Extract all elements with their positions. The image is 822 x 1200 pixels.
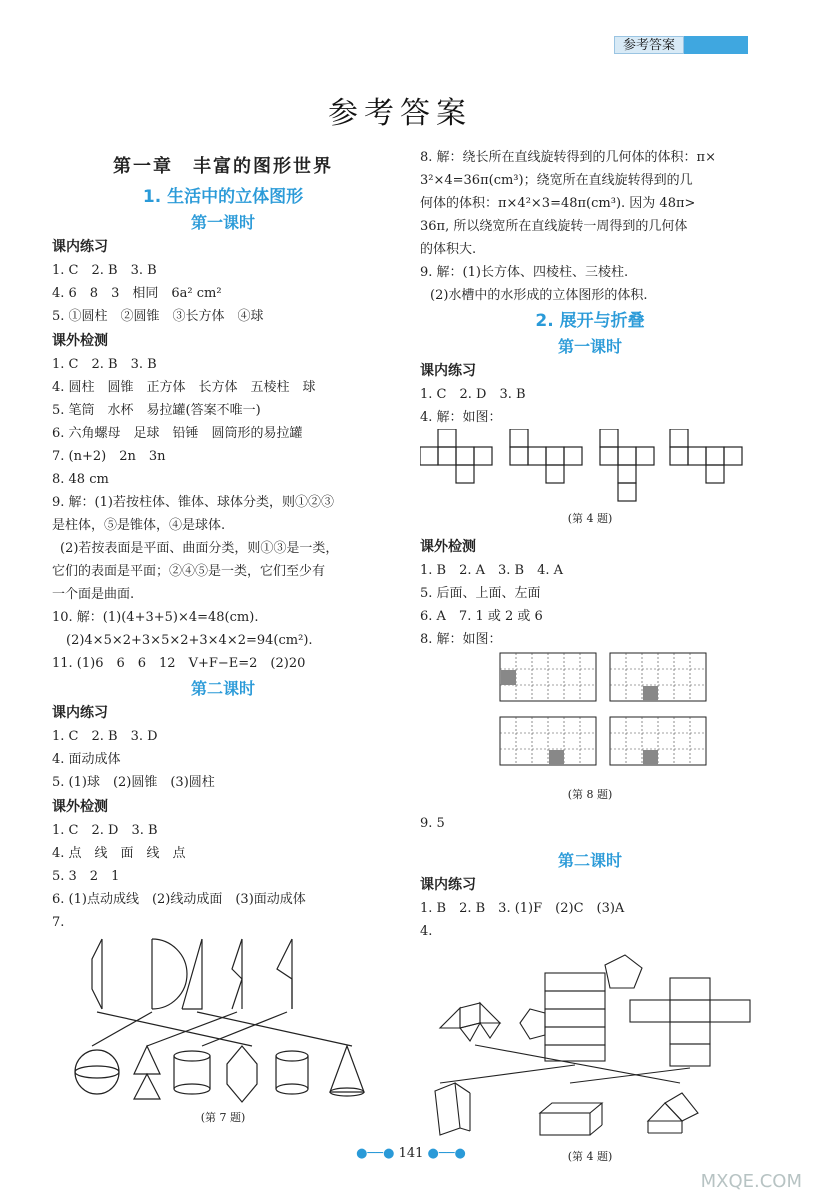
answer-line: 11. (1)6 6 6 12 V+F−E=2 (2)20: [52, 656, 306, 671]
answer-line: 4. 点 线 面 线 点: [52, 846, 186, 861]
answer-line: 5. (1)球 (2)圆锥 (3)圆柱: [52, 775, 215, 790]
answer-line: 一个面是曲面.: [52, 587, 135, 602]
answer-line: 是柱体，⑤是锥体，④是球体.: [52, 518, 226, 533]
footer-decoration-left: ●──●: [356, 1146, 395, 1161]
figure-nets-q4: [420, 429, 760, 530]
answer-line: 10. 解：(1)(4+3+5)×4=48(cm).: [52, 610, 259, 625]
chapter-title: 第一章 丰富的图形世界: [113, 156, 333, 177]
lesson-title: 第一课时: [190, 213, 255, 232]
answer-line: 8. 解：如图：: [420, 632, 502, 647]
subsection-title: 课外检测: [52, 333, 108, 349]
lesson-title: 第一课时: [557, 337, 622, 356]
answer-line: 8. 解：绕长所在直线旋转得到的几何体的体积：π×: [420, 150, 716, 165]
answer-line: 6. 六角螺母 足球 铅锤 圆筒形的易拉罐: [52, 426, 303, 441]
section-title: 1. 生活中的立体图形: [142, 187, 304, 207]
shapes-matching-figure: [52, 934, 372, 1104]
cube-nets-figure: [420, 429, 760, 505]
answer-line: 5. 笔筒 水杯 易拉罐(答案不唯一): [52, 403, 261, 418]
subsection-title: 课内练习: [52, 705, 108, 721]
subsection-title: 课内练习: [420, 363, 476, 379]
header-tab-label: 参考答案: [614, 36, 684, 54]
subsection-title: 课内练习: [420, 877, 476, 893]
answer-line: 7.: [52, 915, 65, 930]
figure-q7: [52, 934, 394, 1129]
answer-line: 1. B 2. B 3. (1)F (2)C (3)A: [420, 901, 625, 916]
answer-line: 4. 面动成体: [52, 752, 121, 767]
right-column: [420, 146, 760, 1174]
lesson-title: 第二课时: [190, 679, 255, 698]
answer-line: 4. 圆柱 圆锥 正方体 长方体 五棱柱 球: [52, 380, 316, 395]
subsection-title: 课外检测: [420, 539, 476, 555]
answer-line: 8. 48 cm: [52, 472, 109, 487]
header-tab: [614, 36, 748, 54]
answer-line: 36π, 所以绕宽所在直线旋转一周得到的几何体: [420, 219, 688, 234]
figure-caption: (第 4 题): [567, 512, 613, 525]
nets-matching-figure: [420, 943, 760, 1143]
answer-line: 1. C 2. B 3. D: [52, 729, 158, 744]
page-footer: [0, 1146, 822, 1161]
section-title: 2. 展开与折叠: [535, 311, 645, 331]
answer-line: 5. ①圆柱 ②圆锥 ③长方体 ④球: [52, 309, 264, 324]
answer-line: 它们的表面是平面；②④⑤是一类，它们至少有: [52, 564, 326, 579]
answer-line: 6. A 7. 1 或 2 或 6: [420, 609, 543, 624]
answer-line: 1. C 2. D 3. B: [420, 387, 526, 402]
header-tab-bar: [684, 36, 748, 54]
answer-line: 6. (1)点动成线 (2)线动成面 (3)面动成体: [52, 892, 306, 907]
left-column: [52, 155, 394, 1135]
watermark: MXQE.COM: [700, 1171, 802, 1192]
figure-caption: (第 7 题): [200, 1111, 246, 1124]
answer-line: 7. (n+2) 2n 3n: [52, 449, 166, 464]
answer-line: 1. C 2. B 3. B: [52, 263, 157, 278]
answer-line: 9. 5: [420, 816, 445, 831]
answer-line: 4.: [420, 924, 433, 939]
subsection-title: 课外检测: [52, 799, 108, 815]
answer-line: (2)若按表面是平面、曲面分类，则①③是一类，: [60, 541, 339, 556]
footer-decoration-right: ●──●: [427, 1146, 466, 1161]
page-number: 141: [398, 1146, 424, 1161]
answer-line: 9. 解：(1)长方体、四棱柱、三棱柱.: [420, 265, 629, 280]
answer-line: 9. 解：(1)若按柱体、锥体、球体分类，则①②③: [52, 495, 334, 510]
subsection-title: 课内练习: [52, 239, 108, 255]
page-title: 参考答案: [328, 96, 472, 131]
answer-line: 5. 3 2 1: [52, 869, 120, 884]
answer-line: (2)水槽中的水形成的立体图形的体积.: [430, 288, 648, 303]
answer-line: 1. B 2. A 3. B 4. A: [420, 563, 564, 578]
answer-line: 的体积大.: [420, 242, 477, 257]
answer-line: 何体的体积：π×4²×3=48π(cm³). 因为 48π>: [420, 196, 696, 211]
figure-grids-q8: [420, 651, 760, 806]
answer-line: 3²×4=36π(cm³)；绕宽所在直线旋转得到的几: [420, 173, 693, 188]
answer-line: 5. 后面、上面、左面: [420, 586, 541, 601]
answer-line: 1. C 2. B 3. B: [52, 357, 157, 372]
grid-figure: [420, 651, 760, 781]
lesson-title: 第二课时: [557, 851, 622, 870]
figure-caption: (第 8 题): [567, 788, 613, 801]
answer-line: 4. 6 8 3 相同 6a² cm²: [52, 286, 222, 301]
figure-caption: (第 4 题): [567, 1150, 613, 1163]
answer-line: 1. C 2. D 3. B: [52, 823, 158, 838]
answer-line: (2)4×5×2+3×5×2+3×4×2=94(cm²).: [66, 633, 313, 648]
answer-line: 4. 解：如图：: [420, 410, 502, 425]
figure-nets-match-q4: [420, 943, 760, 1168]
